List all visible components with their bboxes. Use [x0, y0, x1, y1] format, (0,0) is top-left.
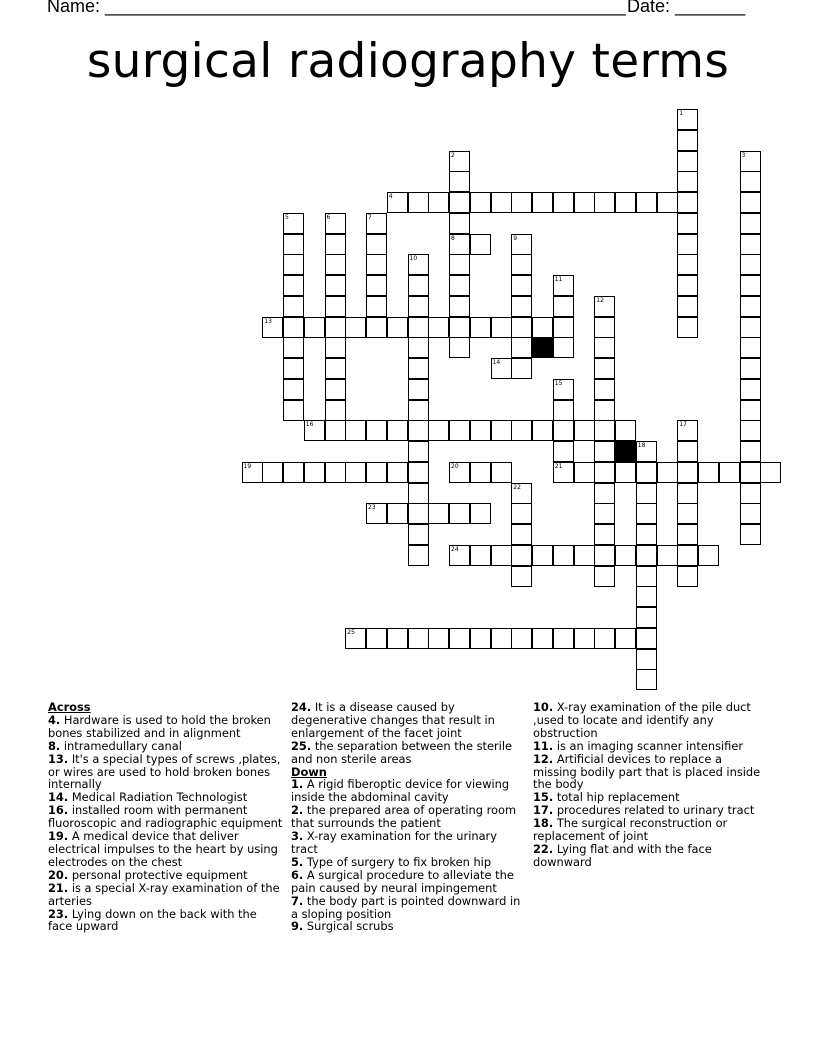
crossword-cell[interactable] [636, 566, 657, 587]
clue-number: 20. [48, 867, 69, 882]
crossword-cell[interactable] [325, 400, 346, 421]
crossword-cell[interactable] [677, 234, 698, 255]
crossword-cell[interactable] [511, 358, 532, 379]
across-heading: Across [48, 700, 91, 714]
crossword-cell[interactable] [408, 379, 429, 400]
crossword-cell[interactable] [408, 441, 429, 462]
crossword-cell[interactable] [740, 462, 761, 483]
crossword-cell[interactable] [366, 317, 387, 338]
crossword-cell[interactable] [574, 462, 595, 483]
crossword-black-cell [615, 441, 636, 462]
crossword-cell[interactable] [325, 296, 346, 317]
crossword-cell[interactable] [594, 400, 615, 421]
crossword-cell[interactable] [511, 317, 532, 338]
crossword-cell[interactable] [574, 192, 595, 213]
clue-text: is an imaging scanner intensifier [556, 738, 744, 753]
crossword-cell[interactable] [532, 420, 553, 441]
clue-number-label: 17 [679, 421, 687, 429]
crossword-cell[interactable] [677, 545, 698, 566]
crossword-cell[interactable] [491, 317, 512, 338]
clue-number-label: 21 [554, 462, 563, 470]
clue-text: Type of surgery to fix broken hip [306, 854, 492, 869]
crossword-cell[interactable] [283, 296, 304, 317]
crossword-cell[interactable] [677, 483, 698, 504]
clue-text: A surgical procedure to alleviate the pain caused by neural impingement [291, 867, 514, 895]
crossword-cell[interactable] [636, 462, 657, 483]
clue-number: 18. [533, 816, 554, 831]
crossword-cell[interactable] [677, 151, 698, 172]
clue-number: 22. [533, 841, 554, 856]
crossword-cell[interactable] [470, 420, 491, 441]
crossword-cell[interactable] [283, 400, 304, 421]
clue-number: 16. [48, 803, 69, 818]
crossword-cell[interactable] [698, 462, 719, 483]
crossword-cell[interactable] [449, 275, 470, 296]
crossword-cell[interactable] [553, 420, 574, 441]
crossword-cell[interactable] [283, 254, 304, 275]
down-heading: Down [291, 764, 327, 779]
down-clue-item [291, 920, 523, 933]
crossword-cell[interactable] [366, 628, 387, 649]
down-clue-item [291, 869, 523, 895]
crossword-cell[interactable] [387, 317, 408, 338]
crossword-cell[interactable] [594, 503, 615, 524]
crossword-cell[interactable] [677, 275, 698, 296]
crossword-cell[interactable] [511, 296, 532, 317]
crossword-cell[interactable] [719, 462, 740, 483]
crossword-cell[interactable] [574, 420, 595, 441]
crossword-cell[interactable] [636, 545, 657, 566]
clues-column-1 [48, 701, 284, 933]
clue-number-label: 13 [264, 317, 272, 325]
clue-number-label: 19 [243, 462, 252, 470]
crossword-cell[interactable] [553, 337, 574, 358]
crossword-cell[interactable] [408, 296, 429, 317]
crossword-cell[interactable] [470, 503, 491, 524]
name-field-label: Name: ____________________________________________________ [47, 0, 626, 16]
clue-number-label: 11 [554, 276, 563, 283]
clue-number-label: 25 [347, 628, 355, 636]
crossword-cell[interactable] [532, 545, 553, 566]
crossword-cell[interactable] [511, 275, 532, 296]
crossword-cell[interactable] [532, 628, 553, 649]
across-clue-item [291, 701, 523, 740]
crossword-cell[interactable] [677, 317, 698, 338]
clue-number-label: 12 [596, 296, 604, 304]
clue-number: 17. [533, 803, 554, 818]
down-clue-list [291, 778, 523, 933]
crossword-cell[interactable] [657, 545, 678, 566]
crossword-cell[interactable] [594, 441, 615, 462]
across-clue-list-continued [291, 701, 523, 766]
crossword-cell[interactable] [740, 379, 761, 400]
crossword-cell[interactable] [408, 420, 429, 441]
clue-number-label: 22 [513, 483, 521, 491]
crossword-cell[interactable] [594, 420, 615, 441]
clues-column-2 [291, 701, 523, 933]
clue-text: total hip replacement [556, 790, 680, 805]
crossword-cell[interactable] [304, 317, 325, 338]
crossword-cell[interactable] [740, 420, 761, 441]
crossword-cell[interactable] [636, 649, 657, 670]
crossword-cell[interactable] [740, 317, 761, 338]
crossword-cell[interactable] [470, 462, 491, 483]
crossword-cell[interactable] [740, 192, 761, 213]
crossword-cell[interactable] [408, 400, 429, 421]
crossword-cell[interactable] [615, 420, 636, 441]
clue-number-label: 5 [285, 213, 289, 221]
down-clue-item [533, 843, 769, 869]
crossword-cell[interactable] [636, 503, 657, 524]
clue-number: 15. [533, 790, 554, 805]
crossword-cell[interactable] [366, 420, 387, 441]
crossword-cell[interactable] [366, 275, 387, 296]
crossword-cell[interactable] [594, 317, 615, 338]
clue-number-label: 8 [451, 234, 455, 242]
crossword-cell[interactable] [740, 296, 761, 317]
clues-column-3 [533, 701, 769, 869]
crossword-cell[interactable] [325, 234, 346, 255]
crossword-cell[interactable] [574, 545, 595, 566]
down-clue-item [291, 804, 523, 830]
crossword-cell[interactable] [283, 337, 304, 358]
crossword-cell[interactable] [677, 254, 698, 275]
crossword-cell[interactable] [304, 462, 325, 483]
crossword-cell[interactable] [574, 628, 595, 649]
crossword-cell[interactable] [553, 545, 574, 566]
across-clue-item [291, 740, 523, 766]
clue-number: 10. [533, 700, 554, 714]
crossword-cell[interactable] [594, 192, 615, 213]
clue-number: 23. [48, 906, 69, 921]
crossword-cell[interactable] [553, 400, 574, 421]
crossword-cell[interactable] [408, 545, 429, 566]
crossword-cell[interactable] [283, 379, 304, 400]
clue-text: personal protective equipment [71, 867, 248, 882]
crossword-cell[interactable] [428, 317, 449, 338]
crossword-cell[interactable] [408, 462, 429, 483]
crossword-cell[interactable] [387, 420, 408, 441]
crossword-cell[interactable] [366, 462, 387, 483]
crossword-cell[interactable] [283, 317, 304, 338]
clue-number-label: 14 [492, 359, 501, 366]
clue-number-label: 20 [451, 462, 459, 470]
crossword-cell[interactable] [470, 545, 491, 566]
crossword-cell[interactable] [594, 337, 615, 358]
crossword-cell[interactable] [740, 254, 761, 275]
crossword-cell[interactable] [345, 420, 366, 441]
crossword-cell[interactable] [449, 420, 470, 441]
date-field-label: Date: _______ [627, 0, 746, 16]
crossword-cell[interactable] [677, 213, 698, 234]
clue-text: procedures related to urinary tract [556, 803, 755, 818]
crossword-cell[interactable] [428, 192, 449, 213]
crossword-cell[interactable] [449, 254, 470, 275]
clue-number: 12. [533, 751, 554, 766]
across-clue-item [48, 804, 284, 830]
clue-number: 13. [48, 751, 69, 766]
clue-number: 5. [291, 854, 304, 869]
crossword-cell[interactable] [636, 524, 657, 545]
clue-text: A medical device that deliver electrical impulses to the heart by using electrodes on the chest [48, 829, 278, 869]
crossword-cell[interactable] [449, 296, 470, 317]
crossword-cell[interactable] [491, 545, 512, 566]
clue-text: A rigid fiberoptic device for viewing inside the abdominal cavity [291, 777, 510, 805]
crossword-cell[interactable] [262, 462, 283, 483]
crossword-cell[interactable] [677, 462, 698, 483]
clue-number: 24. [291, 700, 312, 714]
crossword-cell[interactable] [511, 503, 532, 524]
clue-text: It's a special types of screws ,plates, or wires are used to hold broken bones internally [48, 751, 281, 792]
clue-number: 19. [48, 829, 69, 844]
crossword-cell[interactable] [511, 566, 532, 587]
clue-text: Artificial devices to replace a missing bodily part that is placed inside the body [533, 751, 761, 792]
crossword-cell[interactable] [408, 317, 429, 338]
crossword-cell[interactable] [760, 462, 781, 483]
crossword-cell[interactable] [366, 234, 387, 255]
crossword-cell[interactable] [408, 192, 429, 213]
crossword-cell[interactable] [511, 524, 532, 545]
clue-text: the separation between the sterile and non sterile areas [291, 738, 513, 766]
crossword-cell[interactable] [594, 545, 615, 566]
clue-text: X-ray examination for the urinary tract [291, 829, 497, 856]
crossword-cell[interactable] [387, 503, 408, 524]
clue-number-label: 3 [741, 151, 746, 159]
crossword-cell[interactable] [449, 192, 470, 213]
crossword-cell[interactable] [325, 462, 346, 483]
crossword-cell[interactable] [677, 524, 698, 545]
down-clue-item [291, 830, 523, 856]
crossword-cell[interactable] [325, 317, 346, 338]
crossword-cell[interactable] [408, 524, 429, 545]
crossword-cell[interactable] [387, 462, 408, 483]
down-clue-list-continued [533, 701, 769, 869]
crossword-cell[interactable] [615, 628, 636, 649]
crossword-cell[interactable] [470, 234, 491, 255]
crossword-cell[interactable] [408, 275, 429, 296]
clue-number-label: 7 [368, 213, 372, 221]
clue-number-label: 16 [305, 421, 314, 429]
across-clue-item [48, 830, 284, 869]
crossword-cell[interactable] [366, 254, 387, 275]
crossword-cell[interactable] [491, 420, 512, 441]
crossword-cell[interactable] [740, 275, 761, 296]
down-clue-item [533, 817, 769, 843]
crossword-cell[interactable] [408, 483, 429, 504]
crossword-cell[interactable] [511, 545, 532, 566]
crossword-cell[interactable] [553, 296, 574, 317]
down-clue-item [291, 778, 523, 804]
crossword-cell[interactable] [594, 358, 615, 379]
crossword-cell[interactable] [325, 420, 346, 441]
crossword-cell[interactable] [491, 462, 512, 483]
across-clue-list [48, 714, 284, 933]
page-title: surgical radiography terms [86, 34, 730, 89]
crossword-cell[interactable] [511, 192, 532, 213]
crossword-cell[interactable] [428, 628, 449, 649]
clue-text: the body part is pointed downward in a sloping position [291, 893, 521, 921]
crossword-cell[interactable] [740, 234, 761, 255]
clue-number: 7. [291, 893, 304, 908]
clue-text: Lying flat and with the face downward [533, 841, 712, 869]
across-clue-item [48, 753, 284, 792]
crossword-cell[interactable] [594, 379, 615, 400]
clue-text: Lying down on the back with the face upward [48, 906, 257, 934]
crossword-cell[interactable] [511, 254, 532, 275]
crossword-cell[interactable] [283, 234, 304, 255]
crossword-cell[interactable] [740, 400, 761, 421]
clue-number: 3. [291, 829, 304, 844]
crossword-cell[interactable] [449, 171, 470, 192]
crossword-cell[interactable] [657, 462, 678, 483]
crossword-cell[interactable] [677, 192, 698, 213]
crossword-cell[interactable] [636, 607, 657, 628]
crossword-cell[interactable] [615, 192, 636, 213]
crossword-cell[interactable] [325, 358, 346, 379]
clue-number-label: 24 [451, 545, 459, 553]
clue-text: The surgical reconstruction or replacement of joint [533, 816, 728, 844]
clue-number-label: 1 [679, 110, 684, 117]
crossword-cell[interactable] [491, 628, 512, 649]
clue-text: Hardware is used to hold the broken bones stabilized and in alignment [48, 712, 271, 740]
crossword-cell[interactable] [325, 275, 346, 296]
down-clue-item [533, 701, 769, 740]
clue-text: X-ray examination of the pile duct ,used to locate and identify any obstruction [533, 700, 751, 740]
crossword-cell[interactable] [594, 566, 615, 587]
crossword-cell[interactable] [408, 337, 429, 358]
crossword-cell[interactable] [325, 254, 346, 275]
clue-number: 25. [291, 738, 312, 753]
across-clue-item [48, 882, 284, 908]
crossword-cell[interactable] [657, 192, 678, 213]
crossword-cell[interactable] [698, 545, 719, 566]
crossword-cell[interactable] [470, 628, 491, 649]
crossword-cell[interactable] [636, 586, 657, 607]
crossword-cell[interactable] [470, 317, 491, 338]
crossword-cell[interactable] [677, 441, 698, 462]
clue-number-label: 18 [637, 442, 646, 449]
clue-text: Surgical scrubs [306, 919, 394, 934]
clue-number-label: 10 [409, 255, 418, 263]
crossword-cell[interactable] [345, 462, 366, 483]
clue-number-label: 9 [513, 234, 518, 242]
crossword-cell[interactable] [449, 337, 470, 358]
clue-number: 11. [533, 738, 554, 753]
crossword-cell[interactable] [636, 192, 657, 213]
crossword-cell[interactable] [511, 628, 532, 649]
crossword-cell[interactable] [325, 337, 346, 358]
crossword-cell[interactable] [553, 317, 574, 338]
clue-number: 9. [291, 919, 304, 934]
crossword-cell[interactable] [594, 628, 615, 649]
crossword-cell[interactable] [594, 462, 615, 483]
down-clue-item [533, 753, 769, 792]
crossword-cell[interactable] [345, 317, 366, 338]
crossword-cell[interactable] [325, 379, 346, 400]
crossword-cell[interactable] [449, 213, 470, 234]
crossword-cell[interactable] [449, 503, 470, 524]
crossword-cell[interactable] [553, 441, 574, 462]
crossword-cell[interactable] [283, 462, 304, 483]
clue-number-label: 2 [451, 151, 455, 159]
crossword-cell[interactable] [553, 628, 574, 649]
clue-text: intramedullary canal [63, 738, 182, 753]
clue-number: 8. [48, 738, 61, 753]
crossword-cell[interactable] [740, 171, 761, 192]
crossword-cell[interactable] [283, 275, 304, 296]
crossword-black-cell [532, 337, 553, 358]
crossword-cell[interactable] [553, 192, 574, 213]
clue-text: is a special X-ray examination of the arteries [48, 880, 280, 908]
clue-number: 21. [48, 880, 69, 895]
crossword-cell[interactable] [677, 171, 698, 192]
crossword-cell[interactable] [366, 296, 387, 317]
crossword-cell[interactable] [594, 483, 615, 504]
crossword-cell[interactable] [636, 669, 657, 690]
clue-number-label: 15 [554, 379, 563, 387]
crossword-cell[interactable] [511, 420, 532, 441]
crossword-cell[interactable] [615, 545, 636, 566]
crossword-cell[interactable] [511, 337, 532, 358]
crossword-cell[interactable] [408, 503, 429, 524]
clue-number: 1. [291, 777, 304, 792]
crossword-cell[interactable] [449, 317, 470, 338]
crossword-cell[interactable] [740, 441, 761, 462]
clue-number-label: 6 [326, 213, 331, 221]
crossword-cell[interactable] [740, 213, 761, 234]
across-clue-item [48, 714, 284, 740]
crossword-cell[interactable] [408, 358, 429, 379]
crossword-cell[interactable] [594, 524, 615, 545]
crossword-cell[interactable] [470, 192, 491, 213]
across-clue-item [48, 908, 284, 934]
crossword-cell[interactable] [636, 483, 657, 504]
crossword-cell[interactable] [283, 358, 304, 379]
crossword-cell[interactable] [677, 296, 698, 317]
crossword-cell[interactable] [428, 503, 449, 524]
clue-text: the prepared area of operating room that surrounds the patient [291, 803, 517, 831]
clue-number: 2. [291, 803, 304, 818]
crossword-cell[interactable] [677, 503, 698, 524]
crossword-cell[interactable] [491, 192, 512, 213]
crossword-cell[interactable] [428, 420, 449, 441]
crossword-cell[interactable] [740, 337, 761, 358]
crossword-cell[interactable] [532, 317, 553, 338]
crossword-cell[interactable] [740, 358, 761, 379]
clue-text: Medical Radiation Technologist [71, 790, 248, 805]
clue-text: It is a disease caused by degenerative changes that result in enlargement of the facet joint [291, 700, 495, 740]
clue-number: 6. [291, 867, 304, 882]
crossword-cell[interactable] [408, 628, 429, 649]
crossword-cell[interactable] [740, 524, 761, 545]
crossword-cell[interactable] [636, 628, 657, 649]
crossword-cell[interactable] [532, 192, 553, 213]
crossword-cell[interactable] [677, 130, 698, 151]
clue-number: 14. [48, 790, 69, 805]
down-clue-item [291, 895, 523, 921]
clue-number: 4. [48, 712, 61, 727]
crossword-cell[interactable] [387, 628, 408, 649]
clue-number-label: 23 [368, 504, 376, 512]
crossword-cell[interactable] [449, 628, 470, 649]
clue-number-label: 4 [388, 193, 393, 200]
crossword-cell[interactable] [615, 462, 636, 483]
clue-text: installed room with permanent fluoroscopic and radiographic equipment [48, 803, 283, 831]
crossword-cell[interactable] [677, 566, 698, 587]
crossword-cell[interactable] [740, 483, 761, 504]
crossword-cell[interactable] [740, 503, 761, 524]
